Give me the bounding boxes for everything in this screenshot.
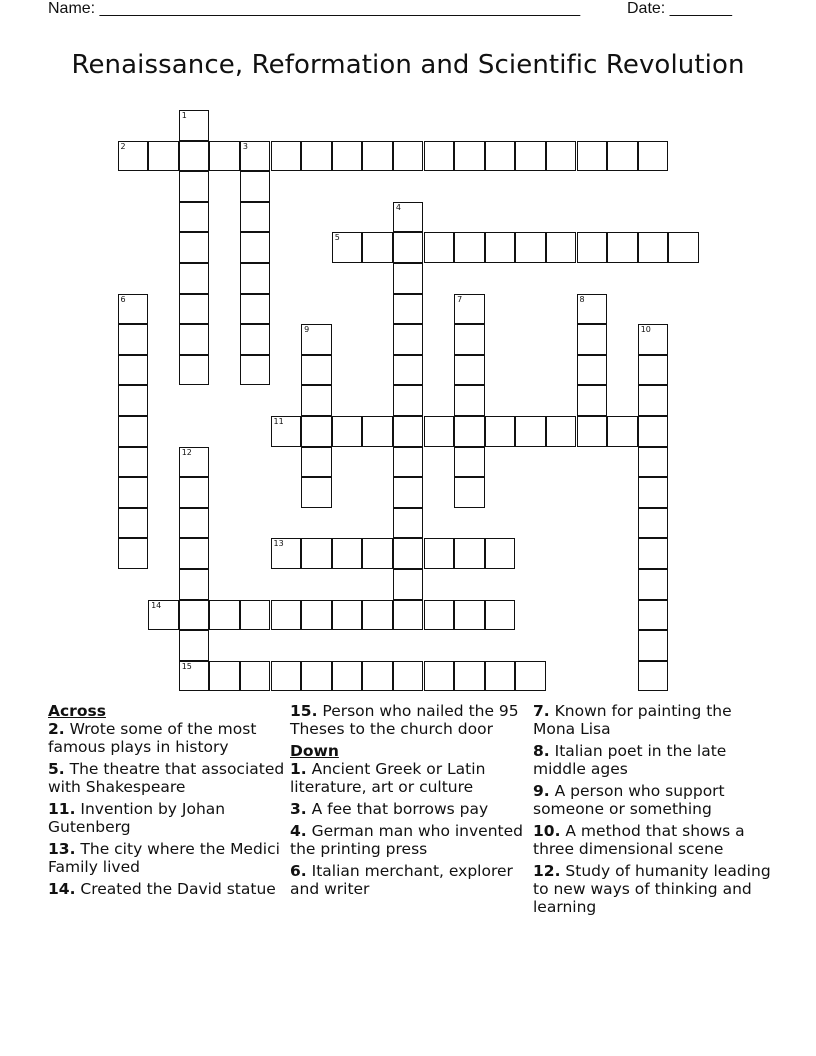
grid-cell[interactable] bbox=[271, 538, 302, 569]
grid-cell[interactable] bbox=[454, 232, 485, 263]
cell-number: 9 bbox=[304, 325, 310, 335]
grid-cell[interactable] bbox=[118, 294, 149, 325]
cell-number: 10 bbox=[640, 325, 651, 335]
grid-cell[interactable] bbox=[332, 538, 363, 569]
down-heading: Down bbox=[290, 742, 339, 760]
grid-cell[interactable] bbox=[240, 263, 271, 294]
grid-cell[interactable] bbox=[393, 447, 424, 478]
grid-cell[interactable] bbox=[485, 661, 516, 692]
cell-number: 12 bbox=[181, 447, 192, 457]
grid-cell[interactable] bbox=[393, 263, 424, 294]
grid-cell[interactable] bbox=[515, 232, 546, 263]
grid-cell[interactable] bbox=[454, 538, 485, 569]
clue-across-15: 15. Person who nailed the 95 Theses to the church door bbox=[290, 702, 519, 738]
grid-cell[interactable] bbox=[118, 447, 149, 478]
cell-number: 11 bbox=[273, 417, 284, 426]
name-blank[interactable]: ______________________________________________________ bbox=[99, 0, 581, 17]
grid-cell[interactable] bbox=[118, 508, 149, 539]
grid-cell[interactable] bbox=[179, 294, 210, 325]
grid-cell[interactable] bbox=[179, 447, 210, 478]
grid-cell[interactable] bbox=[179, 600, 210, 631]
clue-down-4: 4. German man who invented the printing press bbox=[290, 822, 523, 858]
grid-cell[interactable] bbox=[179, 141, 210, 172]
grid-cell[interactable] bbox=[393, 294, 424, 325]
grid-cell[interactable] bbox=[240, 202, 271, 233]
grid-cell[interactable] bbox=[271, 661, 302, 692]
grid-cell[interactable] bbox=[638, 416, 669, 447]
cell-number: 7 bbox=[457, 294, 463, 304]
cell-number: 1 bbox=[181, 111, 187, 120]
across-heading: Across bbox=[48, 702, 106, 720]
grid-cell[interactable] bbox=[454, 294, 485, 325]
grid-cell[interactable] bbox=[362, 661, 393, 692]
grid-cell[interactable] bbox=[393, 202, 424, 233]
grid-cell[interactable] bbox=[301, 416, 332, 447]
grid-cell[interactable] bbox=[301, 477, 332, 508]
grid-cell[interactable] bbox=[240, 294, 271, 325]
grid-cell[interactable] bbox=[209, 661, 240, 692]
grid-cell[interactable] bbox=[332, 232, 363, 263]
grid-cell[interactable] bbox=[118, 324, 149, 355]
page-title: Renaissance, Reformation and Scientific Revolution bbox=[71, 50, 745, 80]
grid-cell[interactable] bbox=[638, 538, 669, 569]
grid-cell[interactable] bbox=[362, 416, 393, 447]
grid-cell[interactable] bbox=[393, 569, 424, 600]
grid-cell[interactable] bbox=[393, 538, 424, 569]
grid-cell[interactable] bbox=[638, 661, 669, 692]
grid-cell[interactable] bbox=[362, 141, 393, 172]
grid-cell[interactable] bbox=[668, 232, 699, 263]
grid-cell[interactable] bbox=[454, 661, 485, 692]
grid-cell[interactable] bbox=[454, 447, 485, 478]
grid-cell[interactable] bbox=[546, 232, 577, 263]
grid-cell[interactable] bbox=[393, 232, 424, 263]
clues-column-3 bbox=[533, 702, 773, 920]
grid-cell[interactable] bbox=[454, 600, 485, 631]
grid-cell[interactable] bbox=[362, 600, 393, 631]
clues-column-2 bbox=[290, 702, 528, 902]
grid-cell[interactable] bbox=[454, 324, 485, 355]
grid-cell[interactable] bbox=[454, 416, 485, 447]
grid-cell[interactable] bbox=[271, 416, 302, 447]
grid-cell[interactable] bbox=[638, 630, 669, 661]
grid-cell[interactable] bbox=[332, 141, 363, 172]
grid-cell[interactable] bbox=[118, 477, 149, 508]
grid-cell[interactable] bbox=[393, 324, 424, 355]
grid-cell[interactable] bbox=[638, 477, 669, 508]
clue-across-5: 5. The theatre that associated with Shakespeare bbox=[48, 760, 285, 796]
grid-cell[interactable] bbox=[638, 141, 669, 172]
grid-cell[interactable] bbox=[240, 171, 271, 202]
clue-down-3: 3. A fee that borrows pay bbox=[290, 800, 489, 818]
grid-cell[interactable] bbox=[332, 416, 363, 447]
grid-cell[interactable] bbox=[424, 141, 455, 172]
grid-cell[interactable] bbox=[485, 538, 516, 569]
grid-cell[interactable] bbox=[148, 600, 179, 631]
cell-number: 2 bbox=[120, 141, 126, 151]
cell-number: 15 bbox=[181, 661, 192, 671]
grid-cell[interactable] bbox=[179, 477, 210, 508]
clue-across-13: 13. The city where the Medici Family lived bbox=[48, 840, 280, 876]
grid-cell[interactable] bbox=[209, 141, 240, 172]
grid-cell[interactable] bbox=[301, 538, 332, 569]
grid-cell[interactable] bbox=[638, 232, 669, 263]
grid-cell[interactable] bbox=[301, 600, 332, 631]
grid-cell[interactable] bbox=[485, 232, 516, 263]
grid-cell[interactable] bbox=[240, 600, 271, 631]
grid-cell[interactable] bbox=[179, 508, 210, 539]
grid-cell[interactable] bbox=[454, 477, 485, 508]
grid-cell[interactable] bbox=[424, 538, 455, 569]
grid-cell[interactable] bbox=[607, 416, 638, 447]
grid-cell[interactable] bbox=[179, 355, 210, 386]
grid-cell[interactable] bbox=[485, 141, 516, 172]
grid-cell[interactable] bbox=[577, 232, 608, 263]
clue-down-1: 1. Ancient Greek or Latin literature, art or culture bbox=[290, 760, 486, 796]
grid-cell[interactable] bbox=[240, 324, 271, 355]
grid-cell[interactable] bbox=[179, 661, 210, 692]
grid-cell[interactable] bbox=[118, 141, 149, 172]
grid-cell[interactable] bbox=[118, 416, 149, 447]
grid-cell[interactable] bbox=[424, 232, 455, 263]
grid-cell[interactable] bbox=[148, 141, 179, 172]
clue-down-7: 7. Known for painting the Mona Lisa bbox=[533, 702, 732, 738]
grid-cell[interactable] bbox=[301, 385, 332, 416]
clue-down-9: 9. A person who support someone or something bbox=[533, 782, 725, 818]
grid-cell[interactable] bbox=[577, 416, 608, 447]
cell-number: 3 bbox=[242, 141, 248, 151]
grid-cell[interactable] bbox=[638, 600, 669, 631]
grid-cell[interactable] bbox=[271, 141, 302, 172]
grid-cell[interactable] bbox=[393, 477, 424, 508]
grid-cell[interactable] bbox=[393, 141, 424, 172]
clue-across-14: 14. Created the David statue bbox=[48, 880, 276, 898]
clue-down-12: 12. Study of humanity leading to new ways of thinking and learning bbox=[533, 862, 771, 916]
grid-cell[interactable] bbox=[638, 355, 669, 386]
grid-cell[interactable] bbox=[577, 294, 608, 325]
clue-across-11: 11. Invention by Johan Gutenberg bbox=[48, 800, 226, 836]
grid-cell[interactable] bbox=[638, 569, 669, 600]
grid-cell[interactable] bbox=[638, 385, 669, 416]
clue-down-6: 6. Italian merchant, explorer and writer bbox=[290, 862, 513, 898]
grid-cell[interactable] bbox=[607, 141, 638, 172]
grid-cell[interactable] bbox=[179, 630, 210, 661]
grid-cell[interactable] bbox=[179, 263, 210, 294]
grid-cell[interactable] bbox=[515, 141, 546, 172]
cell-number: 5 bbox=[334, 233, 340, 243]
grid-cell[interactable] bbox=[454, 385, 485, 416]
grid-cell[interactable] bbox=[638, 447, 669, 478]
grid-cell[interactable] bbox=[179, 538, 210, 569]
grid-cell[interactable] bbox=[301, 447, 332, 478]
cell-number: 8 bbox=[579, 294, 585, 304]
grid-cell[interactable] bbox=[577, 324, 608, 355]
grid-cell[interactable] bbox=[332, 661, 363, 692]
grid-cell[interactable] bbox=[485, 600, 516, 631]
grid-cell[interactable] bbox=[546, 416, 577, 447]
grid-cell[interactable] bbox=[393, 355, 424, 386]
cell-number: 13 bbox=[273, 539, 284, 549]
grid-cell[interactable] bbox=[577, 385, 608, 416]
date-label: Date: bbox=[627, 0, 666, 17]
name-label: Name: bbox=[48, 0, 96, 17]
clue-across-2: 2. Wrote some of the most famous plays in history bbox=[48, 720, 257, 756]
grid-cell[interactable] bbox=[271, 600, 302, 631]
cell-number: 14 bbox=[151, 600, 162, 610]
grid-cell[interactable] bbox=[393, 385, 424, 416]
grid-cell[interactable] bbox=[179, 569, 210, 600]
grid-cell[interactable] bbox=[362, 232, 393, 263]
grid-cell[interactable] bbox=[179, 202, 210, 233]
grid-cell[interactable] bbox=[179, 232, 210, 263]
cell-number: 6 bbox=[120, 294, 126, 304]
grid-cell[interactable] bbox=[515, 661, 546, 692]
grid-cell[interactable] bbox=[607, 232, 638, 263]
grid-cell[interactable] bbox=[179, 110, 210, 141]
clues-column-1 bbox=[48, 702, 286, 902]
grid-cell[interactable] bbox=[301, 141, 332, 172]
grid-cell[interactable] bbox=[240, 232, 271, 263]
grid-cell[interactable] bbox=[240, 661, 271, 692]
cell-number: 4 bbox=[395, 202, 401, 212]
grid-cell[interactable] bbox=[118, 385, 149, 416]
grid-cell[interactable] bbox=[424, 416, 455, 447]
grid-cell[interactable] bbox=[240, 141, 271, 172]
grid-cell[interactable] bbox=[424, 661, 455, 692]
clue-down-10: 10. A method that shows a three dimensional scene bbox=[533, 822, 745, 858]
grid-cell[interactable] bbox=[209, 600, 240, 631]
grid-cell[interactable] bbox=[301, 355, 332, 386]
grid-cell[interactable] bbox=[454, 355, 485, 386]
grid-cell[interactable] bbox=[638, 324, 669, 355]
grid-cell[interactable] bbox=[638, 508, 669, 539]
grid-cell[interactable] bbox=[424, 600, 455, 631]
grid-cell[interactable] bbox=[546, 141, 577, 172]
grid-cell[interactable] bbox=[179, 171, 210, 202]
grid-cell[interactable] bbox=[393, 600, 424, 631]
date-blank[interactable]: _______ bbox=[669, 0, 732, 17]
grid-cell[interactable] bbox=[118, 355, 149, 386]
clue-down-8: 8. Italian poet in the late middle ages bbox=[533, 742, 727, 778]
grid-cell[interactable] bbox=[332, 600, 363, 631]
grid-cell[interactable] bbox=[118, 538, 149, 569]
grid-cell[interactable] bbox=[393, 416, 424, 447]
grid-cell[interactable] bbox=[515, 416, 546, 447]
grid-cell[interactable] bbox=[240, 355, 271, 386]
grid-cell[interactable] bbox=[577, 141, 608, 172]
grid-cell[interactable] bbox=[179, 324, 210, 355]
grid-cell[interactable] bbox=[577, 355, 608, 386]
grid-cell[interactable] bbox=[485, 416, 516, 447]
grid-cell[interactable] bbox=[301, 661, 332, 692]
grid-cell[interactable] bbox=[393, 508, 424, 539]
grid-cell[interactable] bbox=[362, 538, 393, 569]
grid-cell[interactable] bbox=[393, 661, 424, 692]
grid-cell[interactable] bbox=[301, 324, 332, 355]
grid-cell[interactable] bbox=[454, 141, 485, 172]
